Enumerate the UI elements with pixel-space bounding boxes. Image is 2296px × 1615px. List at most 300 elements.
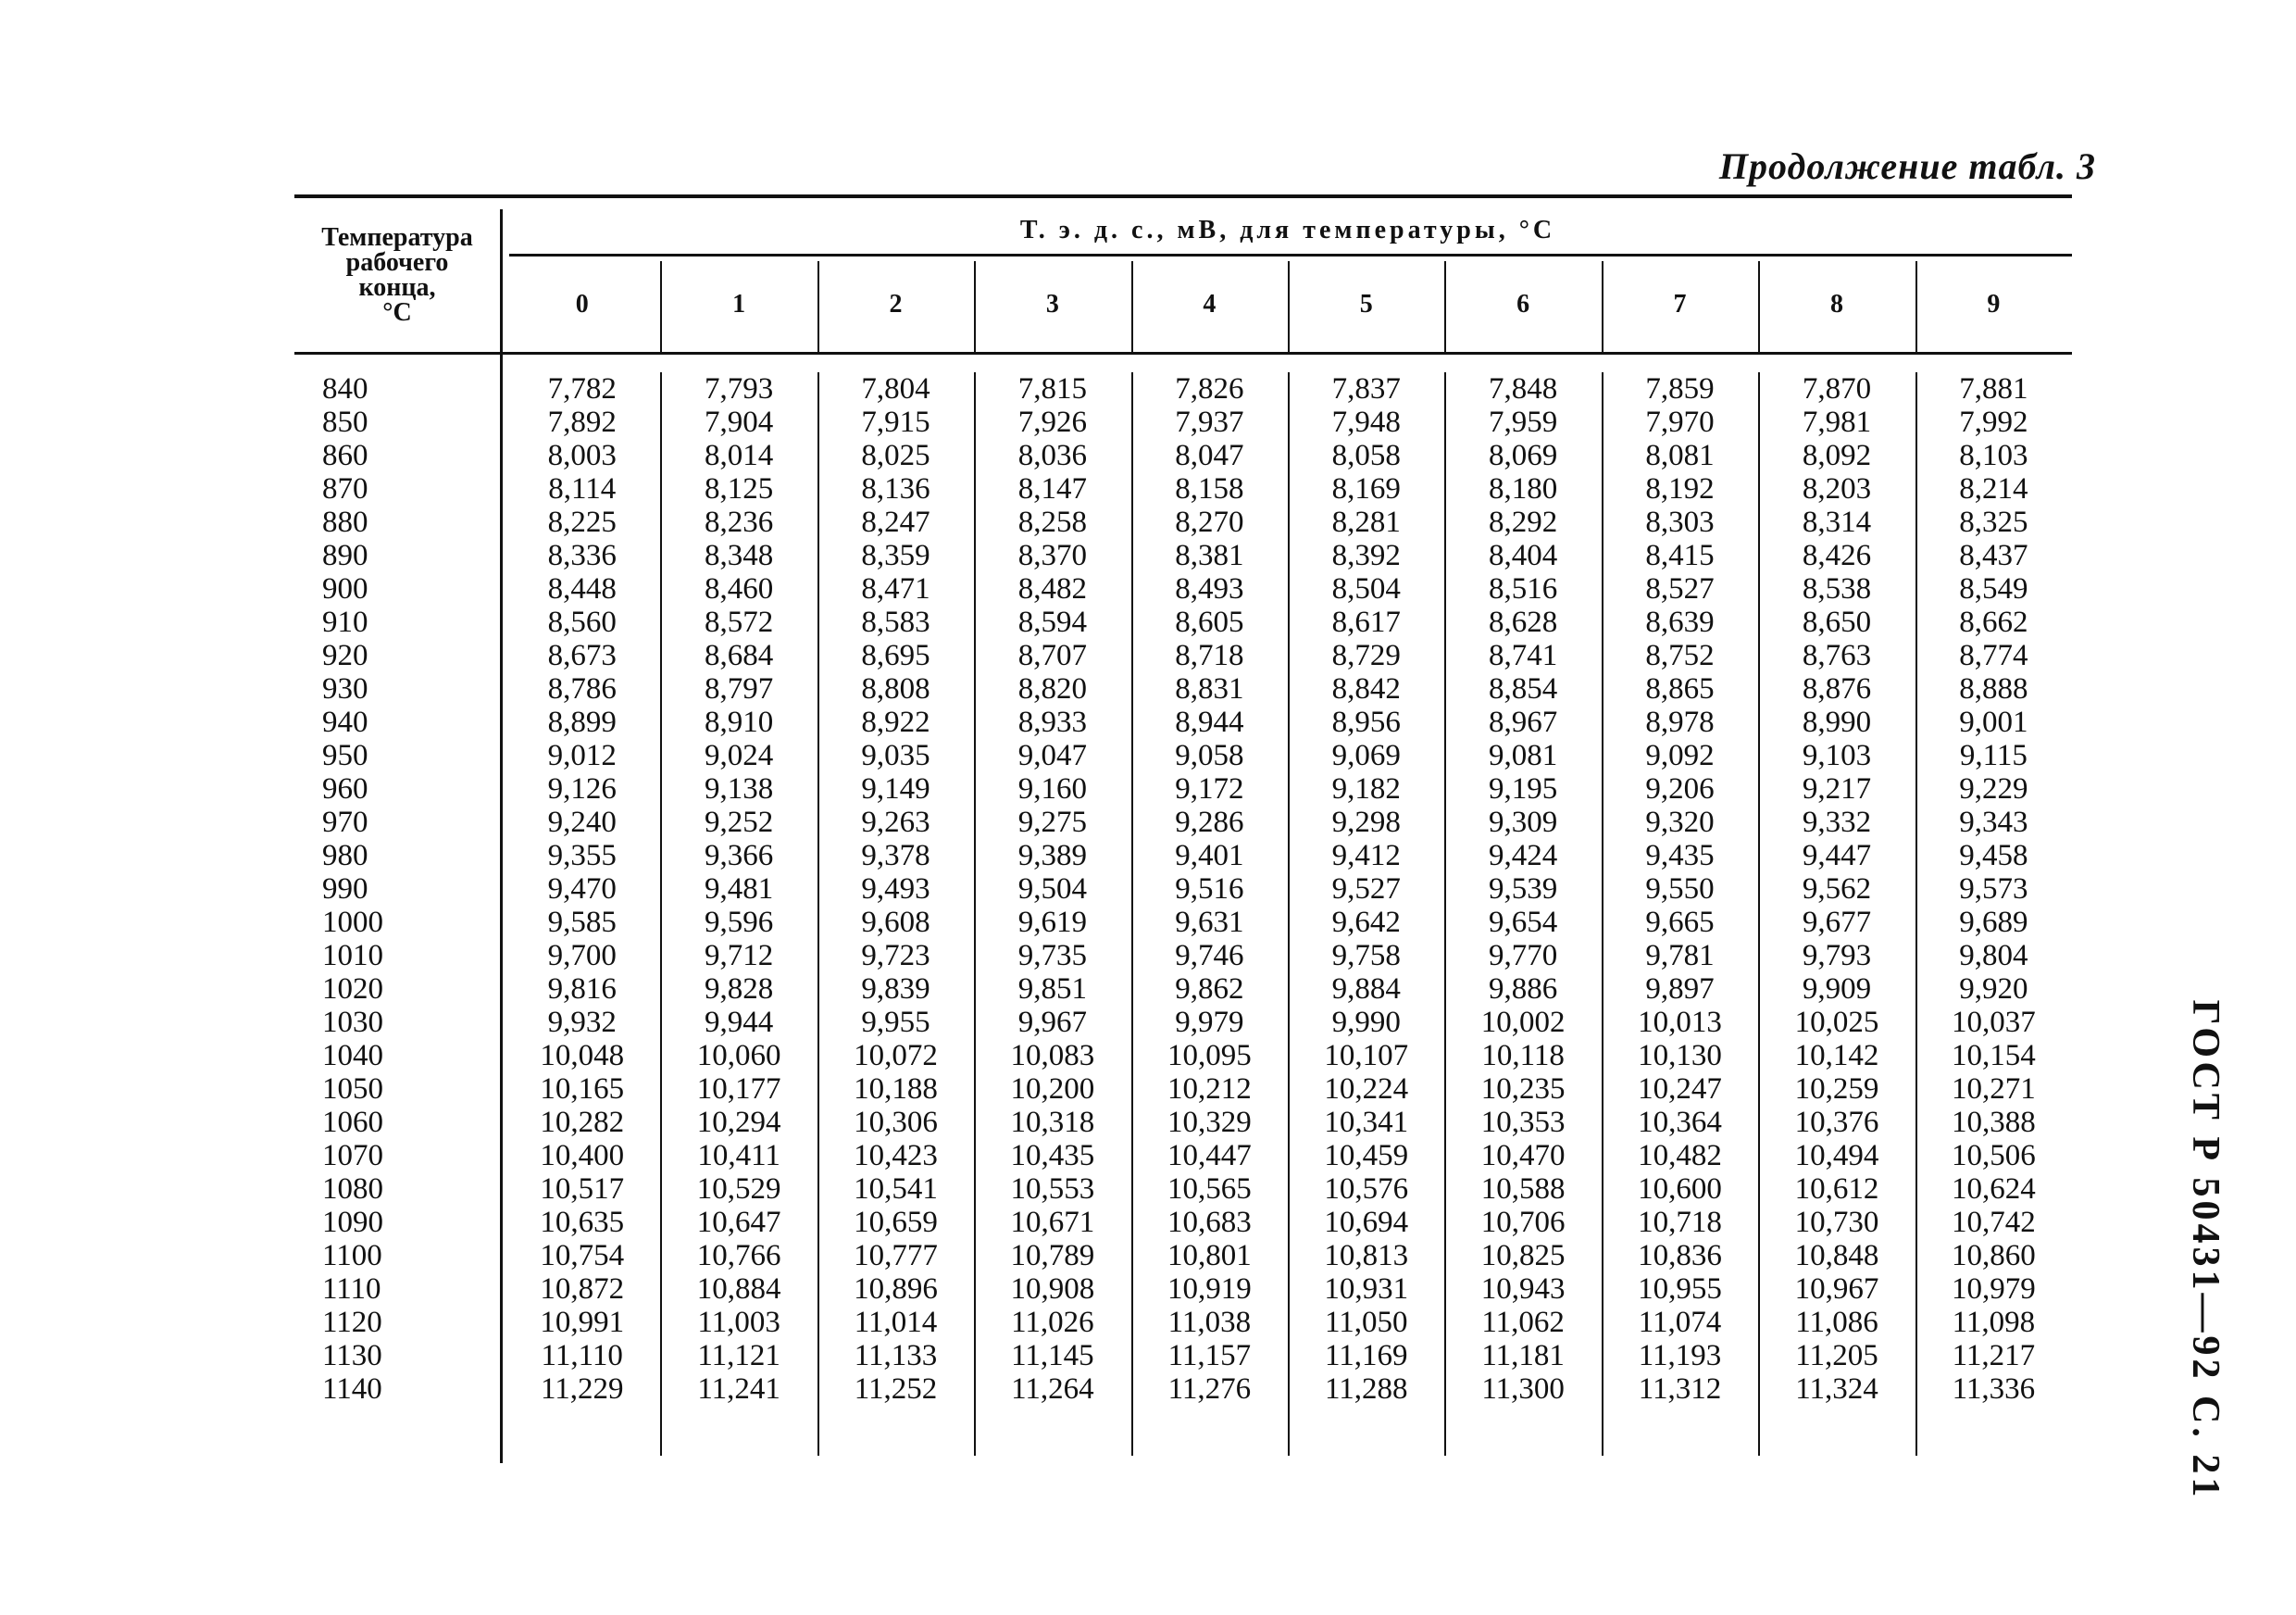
emf-value-cell: 10,318 — [1010, 1106, 1095, 1139]
emf-value-cell: 8,865 — [1645, 672, 1715, 706]
emf-value-cell: 8,404 — [1489, 539, 1558, 572]
emf-value-cell: 9,024 — [704, 739, 774, 772]
emf-value-cell: 10,072 — [854, 1039, 938, 1072]
emf-value-cell: 8,437 — [1959, 539, 2028, 572]
emf-value-cell: 8,538 — [1802, 572, 1872, 606]
temperature-cell: 910 — [322, 606, 368, 639]
emf-value-cell: 10,037 — [1951, 1006, 2036, 1039]
emf-value-cell: 11,324 — [1795, 1372, 1878, 1406]
emf-value-cell: 9,229 — [1959, 772, 2028, 806]
column-header-7: 7 — [1602, 257, 1758, 352]
emf-value-cell: 8,549 — [1959, 572, 2028, 606]
emf-value-cell: 7,892 — [547, 406, 617, 439]
emf-value-cell: 9,562 — [1802, 872, 1872, 906]
emf-value-cell: 9,851 — [1017, 972, 1088, 1006]
temperature-cell: 990 — [322, 872, 368, 906]
emf-value-cell: 10,683 — [1167, 1206, 1252, 1239]
emf-value-cell: 8,662 — [1959, 606, 2028, 639]
emf-value-cell: 11,038 — [1167, 1306, 1252, 1339]
emf-value-cell: 10,825 — [1480, 1239, 1566, 1272]
emf-value-cell: 10,013 — [1638, 1006, 1722, 1039]
column-header-4: 4 — [1131, 257, 1288, 352]
emf-value-cell: 7,937 — [1175, 406, 1244, 439]
emf-value-cell: 10,060 — [696, 1039, 781, 1072]
emf-value-cell: 8,381 — [1175, 539, 1244, 572]
emf-value-cell: 8,025 — [861, 439, 930, 472]
emf-value-cell: 9,286 — [1175, 806, 1244, 839]
emf-value-cell: 8,516 — [1489, 572, 1558, 606]
temperature-cell: 890 — [322, 539, 368, 572]
row-header-text: Температура рабочего конца, °С — [321, 223, 473, 327]
emf-value-cell: 10,600 — [1638, 1172, 1722, 1206]
emf-value-cell: 9,573 — [1959, 872, 2028, 906]
emf-value-cell: 11,121 — [697, 1339, 780, 1372]
column-header-0: 0 — [575, 290, 589, 319]
temperature-cell: 980 — [322, 839, 368, 872]
emf-value-cell: 7,881 — [1959, 372, 2028, 406]
temperature-cell: 1110 — [322, 1272, 381, 1306]
emf-value-cell: 10,553 — [1010, 1172, 1095, 1206]
header-bottom-rule — [294, 352, 2072, 355]
emf-value-cell: 10,896 — [854, 1272, 938, 1306]
emf-value-cell: 9,263 — [861, 806, 930, 839]
emf-value-cell: 10,423 — [854, 1139, 938, 1172]
emf-value-cell: 8,092 — [1802, 439, 1872, 472]
emf-value-cell: 9,979 — [1175, 1006, 1244, 1039]
emf-value-cell: 11,217 — [1952, 1339, 2036, 1372]
emf-value-cell: 7,793 — [704, 372, 774, 406]
emf-value-cell: 9,932 — [547, 1006, 617, 1039]
emf-value-cell: 11,193 — [1638, 1339, 1722, 1372]
emf-value-cell: 8,888 — [1959, 672, 2028, 706]
emf-value-cell: 9,770 — [1489, 939, 1558, 972]
emf-value-cell: 8,426 — [1802, 539, 1872, 572]
emf-value-cell: 10,107 — [1324, 1039, 1409, 1072]
emf-value-cell: 9,149 — [861, 772, 930, 806]
emf-value-cell: 8,292 — [1489, 506, 1558, 539]
emf-value-cell: 9,804 — [1959, 939, 2028, 972]
emf-value-cell: 9,069 — [1331, 739, 1401, 772]
emf-value-cell: 8,214 — [1959, 472, 2028, 506]
emf-value-cell: 9,320 — [1645, 806, 1715, 839]
emf-value-cell: 8,203 — [1802, 472, 1872, 506]
emf-value-cell: 10,860 — [1951, 1239, 2036, 1272]
emf-value-cell: 11,145 — [1011, 1339, 1094, 1372]
emf-value-cell: 8,314 — [1802, 506, 1872, 539]
emf-value-cell: 9,735 — [1017, 939, 1088, 972]
emf-value-cell: 9,447 — [1802, 839, 1872, 872]
emf-value-cell: 9,481 — [704, 872, 774, 906]
temperature-cell: 1030 — [322, 1006, 383, 1039]
emf-value-cell: 7,804 — [861, 372, 930, 406]
temperature-cell: 920 — [322, 639, 368, 672]
emf-value-cell: 10,789 — [1010, 1239, 1095, 1272]
emf-value-cell: 8,763 — [1802, 639, 1872, 672]
emf-value-cell: 9,012 — [547, 739, 617, 772]
temperature-cell: 1010 — [322, 939, 383, 972]
emf-value-cell: 8,786 — [547, 672, 617, 706]
emf-value-cell: 9,047 — [1017, 739, 1088, 772]
emf-value-cell: 8,729 — [1331, 639, 1401, 672]
emf-value-cell: 8,741 — [1489, 639, 1558, 672]
emf-value-cell: 10,813 — [1324, 1239, 1409, 1272]
temperature-cell: 1060 — [322, 1106, 383, 1139]
emf-value-cell: 8,527 — [1645, 572, 1715, 606]
emf-value-cell: 11,300 — [1481, 1372, 1565, 1406]
emf-value-cell: 10,706 — [1480, 1206, 1566, 1239]
emf-value-cell: 10,177 — [696, 1072, 781, 1106]
emf-value-cell: 9,550 — [1645, 872, 1715, 906]
emf-value-cell: 9,539 — [1489, 872, 1558, 906]
emf-value-cell: 11,264 — [1011, 1372, 1094, 1406]
emf-value-cell: 8,114 — [548, 472, 617, 506]
emf-value-cell: 8,281 — [1331, 506, 1401, 539]
emf-value-cell: 7,870 — [1802, 372, 1872, 406]
emf-value-cell: 9,654 — [1489, 906, 1558, 939]
emf-value-cell: 10,588 — [1480, 1172, 1566, 1206]
emf-value-cell: 10,235 — [1480, 1072, 1566, 1106]
emf-value-cell: 9,897 — [1645, 972, 1715, 1006]
emf-value-cell: 10,529 — [696, 1172, 781, 1206]
emf-value-cell: 8,910 — [704, 706, 774, 739]
emf-value-cell: 8,225 — [547, 506, 617, 539]
emf-value-cell: 10,647 — [696, 1206, 781, 1239]
emf-value-cell: 9,990 — [1331, 1006, 1401, 1039]
temperature-cell: 1120 — [322, 1306, 382, 1339]
emf-value-cell: 8,504 — [1331, 572, 1401, 606]
emf-value-cell: 10,247 — [1638, 1072, 1722, 1106]
emf-value-cell: 10,048 — [540, 1039, 625, 1072]
emf-value-cell: 8,047 — [1175, 439, 1244, 472]
emf-value-cell: 8,415 — [1645, 539, 1715, 572]
emf-value-cell: 9,723 — [861, 939, 930, 972]
emf-value-cell: 7,915 — [861, 406, 930, 439]
emf-value-cell: 8,899 — [547, 706, 617, 739]
value-column-8 — [1758, 372, 1915, 1406]
emf-value-cell: 11,050 — [1324, 1306, 1408, 1339]
emf-value-cell: 9,458 — [1959, 839, 2028, 872]
emf-value-cell: 8,628 — [1489, 606, 1558, 639]
emf-value-cell: 9,944 — [704, 1006, 774, 1039]
emf-value-cell: 8,617 — [1331, 606, 1401, 639]
emf-value-cell: 10,154 — [1951, 1039, 2036, 1072]
emf-value-cell: 9,746 — [1175, 939, 1244, 972]
emf-value-cell: 11,288 — [1324, 1372, 1408, 1406]
emf-value-cell: 11,014 — [854, 1306, 938, 1339]
emf-value-cell: 9,585 — [547, 906, 617, 939]
emf-value-cell: 9,665 — [1645, 906, 1715, 939]
emf-value-cell: 11,157 — [1167, 1339, 1252, 1372]
emf-value-cell: 9,886 — [1489, 972, 1558, 1006]
emf-value-cell: 10,754 — [540, 1239, 625, 1272]
emf-value-cell: 9,527 — [1331, 872, 1401, 906]
column-group-header: Т. э. д. с., мВ, для температуры, °С — [1019, 216, 1556, 244]
emf-value-cell: 9,058 — [1175, 739, 1244, 772]
emf-value-cell: 10,694 — [1324, 1206, 1409, 1239]
emf-value-cell: 9,160 — [1017, 772, 1088, 806]
emf-value-cell: 10,979 — [1951, 1272, 2036, 1306]
emf-value-cell: 10,447 — [1167, 1139, 1252, 1172]
emf-value-cell: 9,642 — [1331, 906, 1401, 939]
temperature-cell: 1050 — [322, 1072, 383, 1106]
emf-value-cell: 10,130 — [1638, 1039, 1722, 1072]
temperature-cell: 940 — [322, 706, 368, 739]
value-column-9 — [1915, 372, 2072, 1406]
emf-value-cell: 8,990 — [1802, 706, 1872, 739]
emf-value-cell: 9,758 — [1331, 939, 1401, 972]
emf-value-cell: 7,782 — [547, 372, 617, 406]
emf-value-cell: 8,842 — [1331, 672, 1401, 706]
row-header-divider — [500, 209, 503, 1463]
emf-value-cell: 7,926 — [1017, 406, 1088, 439]
emf-value-cell: 8,258 — [1017, 506, 1088, 539]
temperature-cell: 950 — [322, 739, 368, 772]
emf-value-cell: 9,816 — [547, 972, 617, 1006]
emf-value-cell: 9,631 — [1175, 906, 1244, 939]
temperature-cell: 930 — [322, 672, 368, 706]
emf-value-cell: 10,872 — [540, 1272, 625, 1306]
emf-value-cell: 11,133 — [854, 1339, 938, 1372]
temperature-cell: 860 — [322, 439, 368, 472]
emf-value-cell: 11,252 — [854, 1372, 938, 1406]
emf-value-cell: 10,576 — [1324, 1172, 1409, 1206]
emf-value-cell: 10,329 — [1167, 1106, 1252, 1139]
emf-value-cell: 8,922 — [861, 706, 930, 739]
emf-value-cell: 8,336 — [547, 539, 617, 572]
emf-value-cell: 9,103 — [1802, 739, 1872, 772]
document-number-text: ГОСТ Р 50431—92 С. 21 — [2184, 999, 2227, 1501]
emf-value-cell: 7,826 — [1175, 372, 1244, 406]
temperature-cell: 1130 — [322, 1339, 382, 1372]
emf-value-cell: 9,677 — [1802, 906, 1872, 939]
emf-value-cell: 8,707 — [1017, 639, 1088, 672]
emf-value-cell: 10,742 — [1951, 1206, 2036, 1239]
emf-value-cell: 9,955 — [861, 1006, 930, 1039]
table-continuation-label: Продолжение табл. 3 — [1718, 145, 2096, 187]
emf-value-cell: 9,412 — [1331, 839, 1401, 872]
emf-value-cell: 10,624 — [1951, 1172, 2036, 1206]
emf-value-cell: 10,470 — [1480, 1139, 1566, 1172]
emf-value-cell: 10,400 — [540, 1139, 625, 1172]
emf-value-cell: 7,959 — [1489, 406, 1558, 439]
emf-value-cell: 10,671 — [1010, 1206, 1095, 1239]
emf-value-cell: 9,182 — [1331, 772, 1401, 806]
emf-value-cell: 11,110 — [541, 1339, 623, 1372]
emf-value-cell: 8,348 — [704, 539, 774, 572]
emf-value-cell: 9,172 — [1175, 772, 1244, 806]
emf-value-cell: 9,126 — [547, 772, 617, 806]
emf-value-cell: 10,341 — [1324, 1106, 1409, 1139]
emf-value-cell: 11,169 — [1324, 1339, 1408, 1372]
emf-value-cell: 8,854 — [1489, 672, 1558, 706]
emf-value-cell: 7,970 — [1645, 406, 1715, 439]
value-column-1 — [660, 372, 817, 1406]
emf-value-cell: 10,435 — [1010, 1139, 1095, 1172]
emf-value-cell: 8,944 — [1175, 706, 1244, 739]
emf-value-cell: 8,684 — [704, 639, 774, 672]
emf-value-cell: 9,781 — [1645, 939, 1715, 972]
column-header-5: 5 — [1288, 257, 1444, 352]
emf-value-cell: 10,659 — [854, 1206, 938, 1239]
emf-value-cell: 9,081 — [1489, 739, 1558, 772]
emf-value-cell: 11,276 — [1167, 1372, 1252, 1406]
emf-value-cell: 11,241 — [697, 1372, 780, 1406]
emf-value-cell: 9,712 — [704, 939, 774, 972]
emf-value-cell: 9,884 — [1331, 972, 1401, 1006]
emf-value-cell: 8,639 — [1645, 606, 1715, 639]
emf-value-cell: 10,565 — [1167, 1172, 1252, 1206]
emf-value-cell: 9,332 — [1802, 806, 1872, 839]
emf-value-cell: 8,820 — [1017, 672, 1088, 706]
temperature-cell: 970 — [322, 806, 368, 839]
emf-value-cell: 8,058 — [1331, 439, 1401, 472]
emf-value-cell: 10,612 — [1794, 1172, 1879, 1206]
emf-value-cell: 10,459 — [1324, 1139, 1409, 1172]
emf-value-cell: 10,002 — [1480, 1006, 1566, 1039]
emf-value-cell: 9,967 — [1017, 1006, 1088, 1039]
row-header — [294, 198, 500, 352]
emf-value-cell: 8,808 — [861, 672, 930, 706]
emf-value-cell: 8,560 — [547, 606, 617, 639]
emf-value-cell: 10,212 — [1167, 1072, 1252, 1106]
emf-value-cell: 8,147 — [1017, 472, 1088, 506]
temperature-cell: 1080 — [322, 1172, 383, 1206]
emf-value-cell: 10,224 — [1324, 1072, 1409, 1106]
temperature-cell: 1000 — [322, 906, 383, 939]
emf-value-cell: 9,401 — [1175, 839, 1244, 872]
emf-value-cell: 8,448 — [547, 572, 617, 606]
emf-value-cell: 11,336 — [1952, 1372, 2036, 1406]
emf-value-cell: 9,092 — [1645, 739, 1715, 772]
emf-value-cell: 8,471 — [861, 572, 930, 606]
emf-value-cell: 8,192 — [1645, 472, 1715, 506]
emf-value-cell: 10,884 — [696, 1272, 781, 1306]
emf-value-cell: 9,115 — [1959, 739, 2028, 772]
value-column-6 — [1444, 372, 1601, 1406]
temperature-cell: 1140 — [322, 1372, 382, 1406]
document-number-side-label — [2184, 999, 2227, 1501]
emf-value-cell: 10,306 — [854, 1106, 938, 1139]
emf-value-cell: 9,700 — [547, 939, 617, 972]
column-headers — [504, 257, 2072, 352]
emf-value-cell: 9,240 — [547, 806, 617, 839]
emf-value-cell: 9,862 — [1175, 972, 1244, 1006]
emf-value-cell: 10,908 — [1010, 1272, 1095, 1306]
emf-value-cell: 9,378 — [861, 839, 930, 872]
emf-value-cell: 9,206 — [1645, 772, 1715, 806]
emf-value-cell: 7,815 — [1017, 372, 1088, 406]
temperature-column — [294, 372, 500, 1406]
emf-value-cell: 10,142 — [1794, 1039, 1879, 1072]
emf-value-cell: 9,619 — [1017, 906, 1088, 939]
emf-value-cell: 10,083 — [1010, 1039, 1095, 1072]
column-header-9: 9 — [1915, 257, 2072, 352]
emf-value-cell: 10,848 — [1794, 1239, 1879, 1272]
emf-value-cell: 10,118 — [1481, 1039, 1565, 1072]
temperature-cell: 1100 — [322, 1239, 382, 1272]
emf-value-cell: 9,309 — [1489, 806, 1558, 839]
emf-value-cell: 9,470 — [547, 872, 617, 906]
column-header-3: 3 — [974, 257, 1130, 352]
temperature-cell: 1020 — [322, 972, 383, 1006]
emf-value-cell: 10,200 — [1010, 1072, 1095, 1106]
emf-value-cell: 9,252 — [704, 806, 774, 839]
emf-value-cell: 8,718 — [1175, 639, 1244, 672]
emf-value-cell: 10,188 — [854, 1072, 938, 1106]
emf-value-cell: 10,353 — [1480, 1106, 1566, 1139]
temperature-cell: 1040 — [322, 1039, 383, 1072]
value-column-2 — [817, 372, 974, 1406]
emf-value-cell: 8,695 — [861, 639, 930, 672]
emf-value-cell: 9,909 — [1802, 972, 1872, 1006]
emf-value-cell: 8,460 — [704, 572, 774, 606]
emf-value-cell: 8,014 — [704, 439, 774, 472]
emf-value-cell: 10,294 — [696, 1106, 781, 1139]
emf-value-cell: 9,217 — [1802, 772, 1872, 806]
emf-value-cell: 10,388 — [1951, 1106, 2036, 1139]
value-column-7 — [1602, 372, 1758, 1406]
emf-value-cell: 9,424 — [1489, 839, 1558, 872]
column-header-8: 8 — [1758, 257, 1915, 352]
emf-value-cell: 8,673 — [547, 639, 617, 672]
emf-value-cell: 11,026 — [1011, 1306, 1094, 1339]
emf-value-cell: 7,948 — [1331, 406, 1401, 439]
emf-value-cell: 10,282 — [540, 1106, 625, 1139]
emf-value-cell: 10,411 — [697, 1139, 780, 1172]
emf-value-cell: 8,967 — [1489, 706, 1558, 739]
value-column-4 — [1131, 372, 1288, 1406]
emf-value-cell: 8,583 — [861, 606, 930, 639]
emf-value-cell: 8,169 — [1331, 472, 1401, 506]
emf-value-cell: 7,848 — [1489, 372, 1558, 406]
emf-value-cell: 10,541 — [854, 1172, 938, 1206]
value-column-5 — [1288, 372, 1444, 1406]
emf-value-cell: 8,125 — [704, 472, 774, 506]
emf-value-cell: 9,596 — [704, 906, 774, 939]
emf-value-cell: 11,098 — [1952, 1306, 2036, 1339]
emf-value-cell: 10,967 — [1794, 1272, 1879, 1306]
emf-value-cell: 10,955 — [1638, 1272, 1722, 1306]
emf-value-cell: 11,229 — [540, 1372, 624, 1406]
emf-value-cell: 9,389 — [1017, 839, 1088, 872]
emf-value-cell: 10,730 — [1794, 1206, 1879, 1239]
emf-value-cell: 10,095 — [1167, 1039, 1252, 1072]
column-header-6: 6 — [1444, 257, 1601, 352]
emf-value-cell: 11,086 — [1795, 1306, 1878, 1339]
emf-value-cell: 8,158 — [1175, 472, 1244, 506]
column-header-1: 1 — [660, 257, 817, 352]
emf-value-cell: 9,435 — [1645, 839, 1715, 872]
emf-value-cell: 10,364 — [1638, 1106, 1722, 1139]
emf-value-cell: 8,572 — [704, 606, 774, 639]
emf-value-cell: 9,839 — [861, 972, 930, 1006]
emf-value-cell: 9,001 — [1959, 706, 2028, 739]
emf-value-cell: 8,978 — [1645, 706, 1715, 739]
emf-value-cell: 11,205 — [1795, 1339, 1878, 1372]
emf-value-cell: 10,165 — [540, 1072, 625, 1106]
emf-value-cell: 8,370 — [1017, 539, 1088, 572]
emf-value-cell: 8,236 — [704, 506, 774, 539]
emf-value-cell: 10,991 — [540, 1306, 625, 1339]
temperature-cell: 850 — [322, 406, 368, 439]
emf-value-cell: 10,517 — [540, 1172, 625, 1206]
emf-value-cell: 9,366 — [704, 839, 774, 872]
emf-value-cell: 8,482 — [1017, 572, 1088, 606]
emf-value-cell: 8,359 — [861, 539, 930, 572]
emf-value-cell: 8,493 — [1175, 572, 1244, 606]
emf-value-cell: 8,956 — [1331, 706, 1401, 739]
emf-value-cell: 11,074 — [1638, 1306, 1722, 1339]
